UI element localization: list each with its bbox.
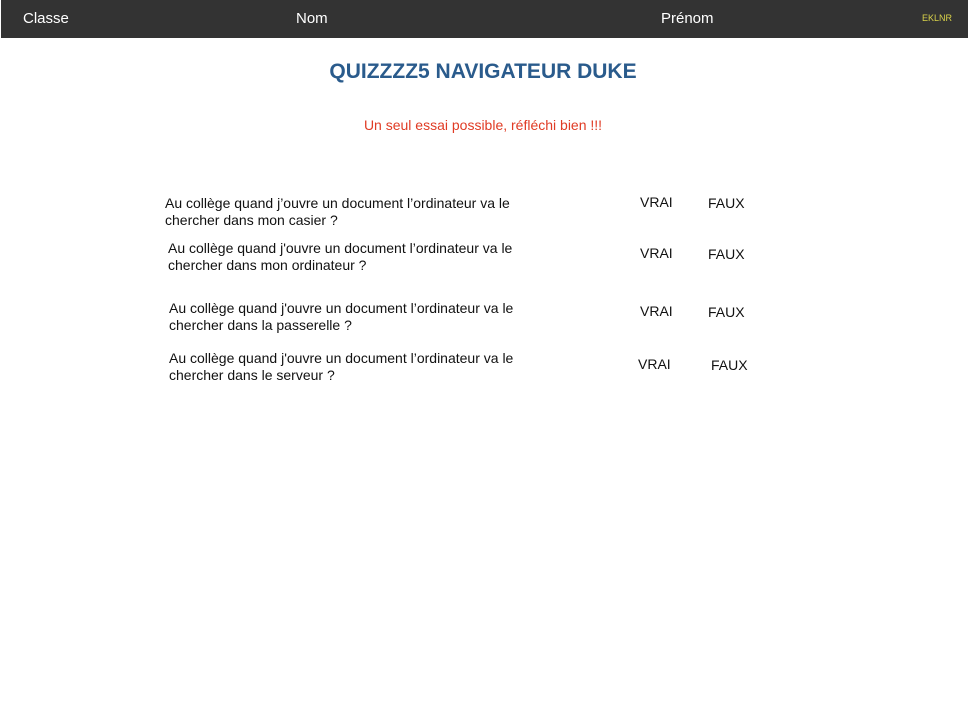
question-2-vrai-button[interactable]: VRAI	[640, 245, 673, 261]
student-info-bar	[1, 0, 968, 38]
attempt-warning: Un seul essai possible, réfléchi bien !!!	[363, 117, 603, 133]
question-4-vrai-button[interactable]: VRAI	[638, 356, 671, 372]
quiz-code: EKLNR	[922, 13, 953, 23]
question-1-vrai-button[interactable]: VRAI	[640, 194, 673, 210]
question-1-faux-button[interactable]: FAUX	[708, 195, 745, 211]
question-2-faux-button[interactable]: FAUX	[708, 246, 745, 262]
quiz-warning-wrapper	[0, 117, 968, 134]
question-1-text: Au collège quand j’ouvre un document l’ordinateur va le chercher dans mon casier ?	[165, 195, 510, 228]
quiz-title: QUIZZZZ5 NAVIGATEUR DUKE	[329, 60, 637, 83]
classe-field-label[interactable]: Classe	[23, 10, 69, 27]
nom-field-label[interactable]: Nom	[296, 10, 328, 27]
prenom-field-label[interactable]: Prénom	[661, 10, 714, 27]
question-4-faux-button[interactable]: FAUX	[711, 357, 748, 373]
question-2-text: Au collège quand j'ouvre un document l’ordinateur va le chercher dans mon ordinateur ?	[168, 240, 513, 273]
question-3-text: Au collège quand j'ouvre un document l’ordinateur va le chercher dans la passerelle ?	[169, 300, 514, 333]
question-3-faux-button[interactable]: FAUX	[708, 304, 745, 320]
quiz-title-wrapper	[0, 60, 968, 84]
question-4-text: Au collège quand j'ouvre un document l’ordinateur va le chercher dans le serveur ?	[169, 350, 514, 383]
question-3-vrai-button[interactable]: VRAI	[640, 303, 673, 319]
